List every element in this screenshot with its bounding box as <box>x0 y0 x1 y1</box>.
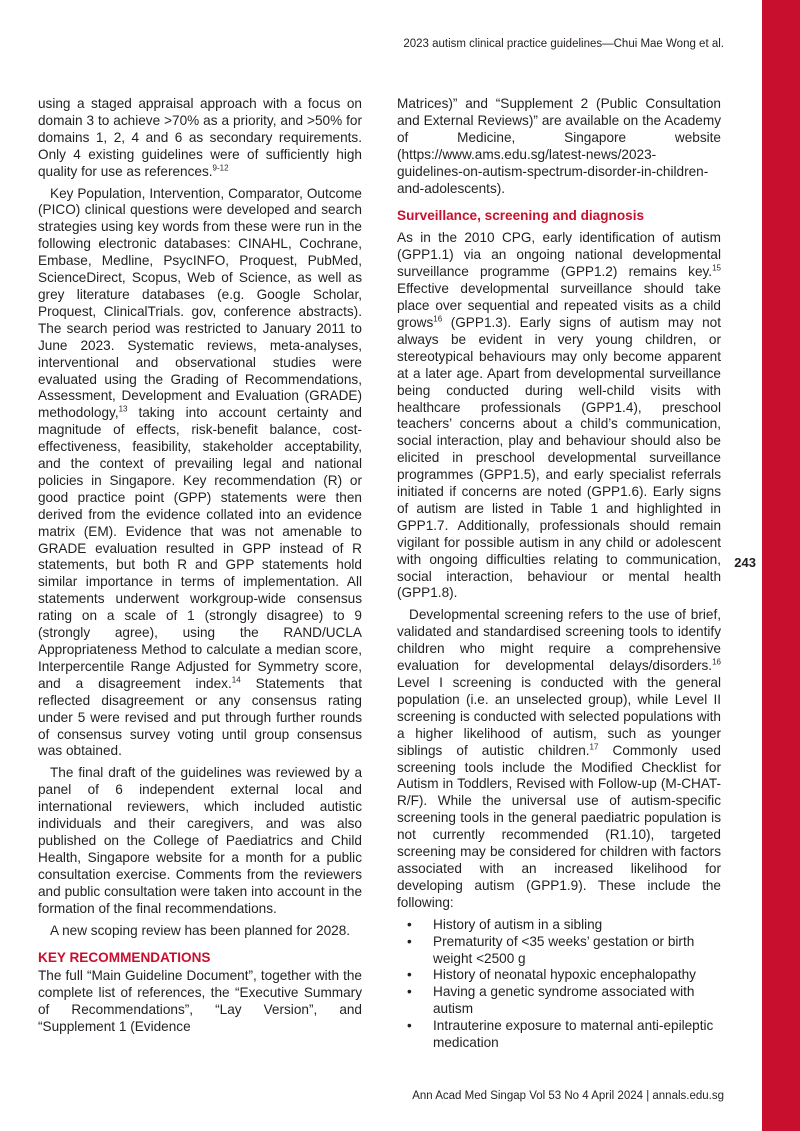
citation: 14 <box>231 675 241 685</box>
paragraph: A new scoping review has been planned for 2028. <box>50 922 351 938</box>
paragraph: Matrices)” and “Supplement 2 (Public Consultation and External Reviews)” are available on the Academy of Medicine, Singapore website (https://www.ams.edu.sg/latest-news/2023-guidelines-on-autism-spectrum-disorder-in-children-and-adolescents). <box>397 96 721 196</box>
list-item: • Intrauterine exposure to maternal anti-epileptic medication <box>397 1018 721 1052</box>
list-item: • History of autism in a sibling <box>397 917 721 934</box>
citation: 17 <box>589 742 599 752</box>
red-edge-bar <box>762 0 800 1131</box>
citation: 9-12 <box>212 163 229 173</box>
list-item: • Prematurity of <35 weeks’ gestation or birth weight <2500 g <box>397 934 721 968</box>
section-heading: Surveillance, screening and diagnosis <box>397 208 645 224</box>
paragraph: Key Population, Intervention, Comparator, Outcome (PICO) clinical questions were developed and search strategies using key words from these were run in the following electronic databases: CINAHL, Cochrane, Embase, Medline, PsycINFO, Proquest, PubMed, ScienceDirect, Scopus, Web of Science, as well as grey literature databases (e.g. Google Scholar, Proquest, ClinicalTrials. gov, conference abstracts). The search period was restricted to January 2011 to June 2023. Systematic reviews, meta-analyses, interventional and observational studies were evaluated using the Grading of Recommendations, Assessment, Development and Evaluation (GRADE) methodology,$^{13}$ taking into account certainty and magnitude of effects, risk-benefit balance, cost-effectiveness, feasibility, stakeholder acceptability, and the context of prevailing legal and national policies in Singapore. Key recommendation (R) or good practice point (GPP) statements were then derived from the evidence collated into an evidence matrix (EM). Evidence that was not amenable to GRADE evaluation resulted in GPP instead of R statements, but both R and GPP statements hold similar importance in terms of implementation. All statements underwent workgroup-wide consensus rating on a scale of 1 (strongly disagree) to 9 (strongly agree), using the RAND/UCLA Appropriateness Method to calculate a median score, Interpercentile Range Adjusted for Symmetry score, and a disagreement index.$^{14}$ Statements that reflected disagreement or any consensus rating under 5 were revised and put through further rounds of consensus survey voting until group consensus was obtained. <box>38 185 362 759</box>
paragraph: The full “Main Guideline Document”, together with the complete list of references, the “Executive Summary of Recommendations”, “Lay Version”, and “Supplement 1 (Evidence <box>38 968 362 1035</box>
paragraph: using a staged appraisal approach with a focus on domain 3 to achieve >70% as a priority, and >50% for domains 1, 2, 4 and 6 as secondary requirements. Only 4 existing guidelines were of sufficiently high quality for use as references.$^{9-12}$ <box>38 96 362 179</box>
right-column <box>397 96 721 1052</box>
citation: 15 <box>712 263 721 273</box>
citation: 16 <box>433 314 443 324</box>
paragraph: The final draft of the guidelines was reviewed by a panel of 6 independent external local and international reviewers, which included autistic individuals and their caregivers, and was also published on the College of Paediatrics and Child Health, Singapore website for a month for a public consultation exercise. Comments from the reviewers and public consultation were taken into account in the formation of the final recommendations. <box>38 765 362 916</box>
list-item: • Having a genetic syndrome associated with autism <box>397 984 721 1018</box>
journal-footer: Ann Acad Med Singap Vol 53 No 4 April 2024 | annals.edu.sg <box>412 1090 724 1102</box>
citation: 16 <box>712 657 721 667</box>
risk-factor-list <box>397 917 721 1052</box>
page-number: 243 <box>734 555 756 570</box>
paragraph: Developmental screening refers to the use of brief, validated and standardised screening tools to identify children who might require a comprehensive evaluation for developmental delays/disorders.$^{16}$ Level I screening is conducted with the general population (i.e. an unselected group), while Level II screening is conducted with selected populations with a higher likelihood of autism, such as younger siblings of autistic children.$^{17}$ Commonly used screening tools include the Modified Checklist for Autism in Toddlers, Revised with Follow-up (M-CHAT-R/F). While the universal use of autism-specific screening tools in the general paediatric population is not currently recommended (R1.10), targeted screening may be considered for children with factors associated with an increased likelihood for developing autism (GPP1.9). These include the following: <box>397 607 721 910</box>
left-column <box>38 96 362 1041</box>
citation: 13 <box>118 404 128 414</box>
list-item: • History of neonatal hypoxic encephalopathy <box>397 967 721 984</box>
running-header: 2023 autism clinical practice guidelines—Chui Mae Wong et al. <box>403 38 724 50</box>
section-heading: KEY RECOMMENDATIONS <box>38 950 211 966</box>
paragraph: As in the 2010 CPG, early identification of autism (GPP1.1) via an ongoing national developmental surveillance programme (GPP1.2) remains key.$^{15}$ Effective developmental surveillance should take place over sequential and repeated visits as a child grows$^{16}$ (GPP1.3). Early signs of autism may not always be evident in very young children, or stereotypical behaviours may only become apparent at a later age. Apart from developmental surveillance being conducted during well-child visits with healthcare professionals (GPP1.4), preschool teachers’ concerns about a child’s communication, social interaction, play and behaviour should also be elicited in preschool developmental surveillance programmes (GPP1.5), and early specialist referrals initiated if concerns are noted (GPP1.6). Early signs of autism are listed in Table 1 and highlighted in GPP1.7. Additionally, professionals should remain vigilant for possible autism in any child or adolescent with ongoing difficulties relating to communication, social interaction, behaviour or mental health (GPP1.8). <box>397 230 721 601</box>
